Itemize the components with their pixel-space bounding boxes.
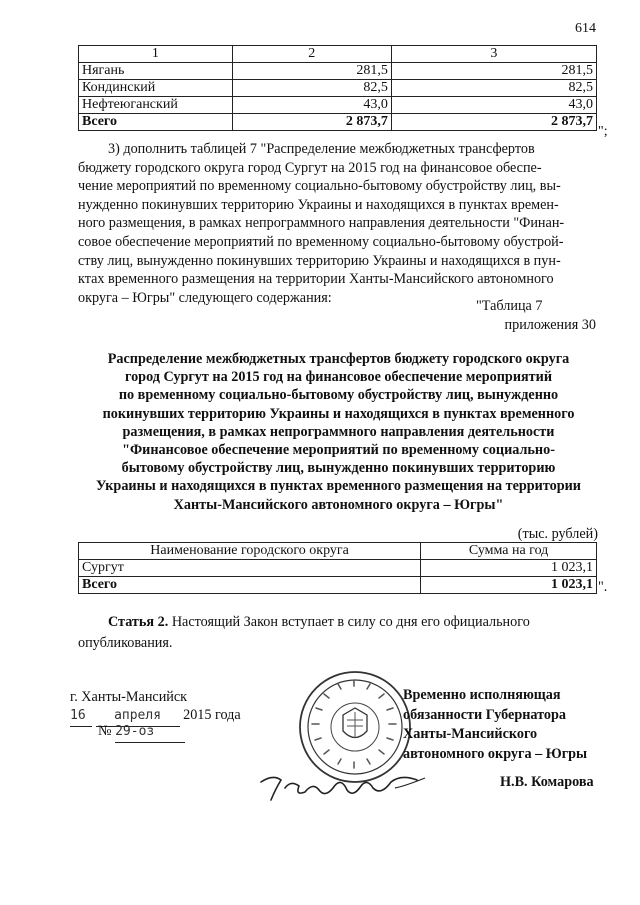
- table-header-row: [79, 543, 597, 560]
- header-cell: Наименование городского округа: [79, 543, 421, 560]
- header-cell: 1: [79, 46, 233, 63]
- text-line: ктах временного размещения на территории Ханты-Мансийского автономного: [78, 271, 554, 288]
- text-line: бюджету городского округа город Сургут на 2015 год на финансовое обеспе-: [78, 159, 542, 176]
- signer-line: обязанности Губернатора: [403, 706, 566, 723]
- signer-title: [403, 686, 603, 764]
- title-line: покинувших территорию Украины и находящихся в пунктах временного: [102, 405, 575, 422]
- attachment-ref-line: приложения 30: [504, 316, 596, 333]
- title-line: Ханты-Мансийского автономного округа – Югры": [173, 496, 504, 513]
- table-row: [79, 80, 597, 97]
- attachment-ref-line: "Таблица 7: [476, 298, 543, 314]
- closing-quote: ".: [598, 579, 608, 595]
- total-value: 2 873,7: [391, 114, 596, 131]
- article-text: Настоящий Закон вступает в силу со дня его официального: [168, 614, 530, 630]
- signer-line: Временно исполняющая: [403, 687, 561, 703]
- table-row: [79, 560, 597, 577]
- total-label: Всего: [79, 114, 233, 131]
- law-number-line: [98, 722, 218, 743]
- header-cell: Сумма на год: [421, 543, 597, 560]
- text-line: ству лиц, вынужденно покинувших территорию Украины и находящихся в пун-: [78, 252, 561, 269]
- text-line: чение мероприятий по временному социально-бытовому обустройству лиц, вы-: [78, 178, 561, 195]
- transfers-table-continuation: [78, 45, 597, 131]
- district-name: Нягань: [79, 63, 233, 80]
- title-line: размещения, в рамках непрограммного направления деятельности: [122, 423, 555, 440]
- title-line: Украины и находящихся в пунктах временного размещения на территории: [96, 478, 581, 495]
- title-line: по временному социально-бытовому обустройству лиц, вынужденно: [118, 387, 559, 404]
- city: г. Ханты-Мансийск: [70, 689, 188, 705]
- surgut-transfer-table: [78, 542, 597, 594]
- value-cell: 43,0: [391, 97, 596, 114]
- article-line: [78, 612, 597, 633]
- title-line: "Финансовое обеспечение мероприятий по временному социально-: [122, 442, 555, 459]
- value-cell: 82,5: [391, 80, 596, 97]
- total-value: 1 023,1: [421, 577, 597, 594]
- district-name: Нефтеюганский: [79, 97, 233, 114]
- text-line: совое обеспечение мероприятий по временному социально-бытовому обустрой-: [78, 233, 564, 250]
- value-cell: 43,0: [232, 97, 391, 114]
- closing-quote: ";: [598, 124, 608, 139]
- value-cell: 281,5: [232, 63, 391, 80]
- number-sign: №: [98, 723, 112, 739]
- page-number: 614: [575, 21, 596, 36]
- attachment-reference: [476, 297, 596, 334]
- title-line: бытовому обустройству лиц, вынужденно покинувших территорию: [121, 460, 556, 477]
- signature-icon: [255, 768, 430, 808]
- signer-line: Ханты-Мансийского: [403, 726, 538, 742]
- date-day: 16: [70, 707, 92, 727]
- district-name: Сургут: [79, 560, 421, 577]
- article-label: Статья 2.: [108, 614, 169, 630]
- text-line: округа – Югры" следующего содержания:: [78, 289, 332, 306]
- signer-line: автономного округа – Югры: [403, 745, 588, 762]
- text-line: 3) дополнить таблицей 7 "Распределение межбюджетных трансфертов: [108, 141, 535, 157]
- total-label: Всего: [79, 577, 421, 594]
- table-total-row: [79, 114, 597, 131]
- article-2: [78, 612, 597, 653]
- law-number: 29-оз: [115, 723, 185, 743]
- table-header-row: [79, 46, 597, 63]
- value-cell: 82,5: [232, 80, 391, 97]
- table-row: [79, 63, 597, 80]
- header-cell: 2: [232, 46, 391, 63]
- date-year: 2015 года: [183, 707, 241, 723]
- text-line: нужденно покинувших территорию Украины и находящихся в пунктах времен-: [78, 196, 559, 213]
- district-name: Кондинский: [79, 80, 233, 97]
- title-line: город Сургут на 2015 год на финансовое обеспечение мероприятий: [125, 369, 552, 386]
- total-value: 2 873,7: [232, 114, 391, 131]
- title-line: Распределение межбюджетных трансфертов бюджету городского округа: [107, 351, 570, 367]
- table-title: [80, 350, 597, 514]
- signer-name: Н.В. Комарова: [500, 774, 594, 790]
- value-cell: 281,5: [391, 63, 596, 80]
- paragraph-3: [78, 140, 597, 307]
- article-line: опубликования.: [78, 634, 173, 651]
- date-month: апреля: [96, 707, 180, 727]
- text-line: ного размещения, в рамках непрограммного направления деятельности "Финан-: [78, 215, 565, 232]
- value-cell: 1 023,1: [421, 560, 597, 577]
- table-total-row: [79, 577, 597, 594]
- table-row: [79, 97, 597, 114]
- header-cell: 3: [391, 46, 596, 63]
- units-label: (тыс. рублей): [517, 526, 598, 542]
